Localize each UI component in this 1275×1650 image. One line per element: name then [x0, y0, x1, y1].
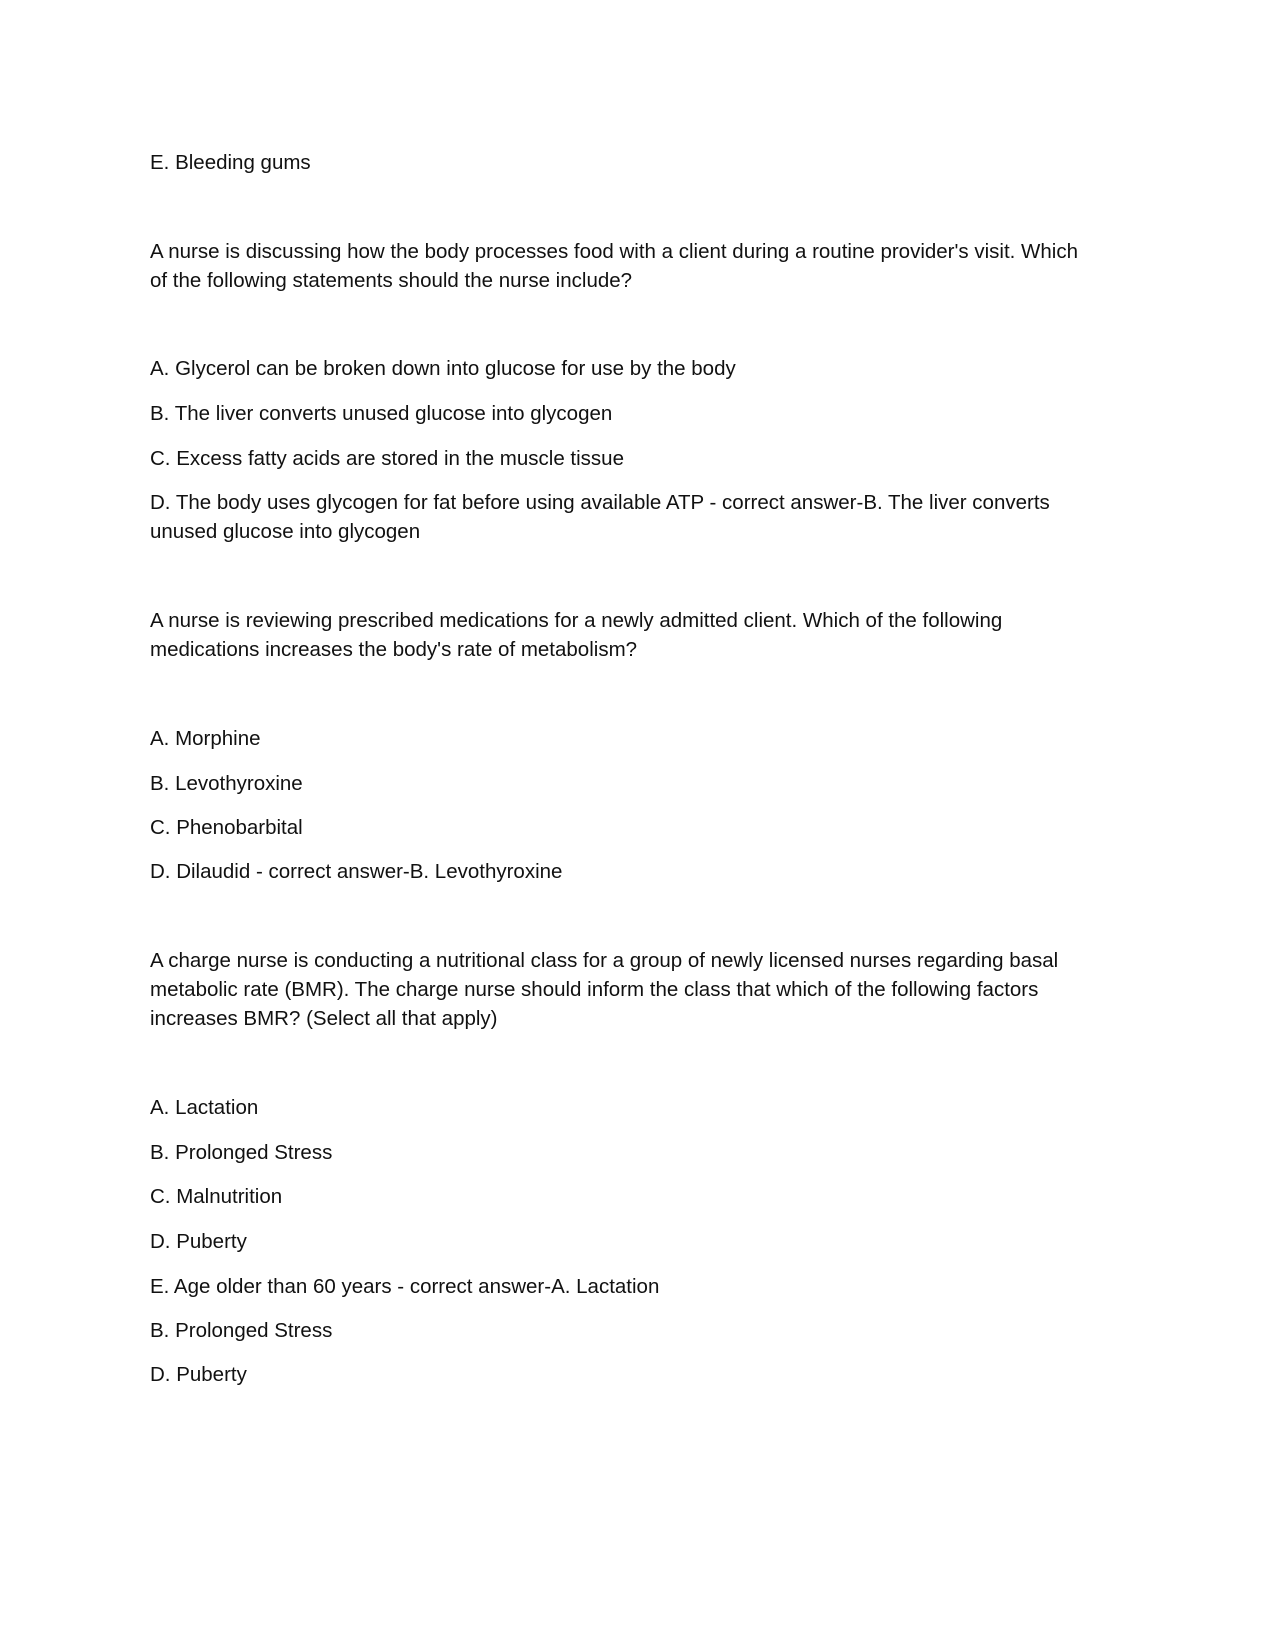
answer-option-line: C. Malnutrition [150, 1185, 283, 1208]
question-line: metabolic rate (BMR). The charge nurse should inform the class that which of the following factors [150, 978, 1039, 1001]
answer-option-line: C. Phenobarbital [150, 816, 303, 839]
answer-option-line: C. Excess fatty acids are stored in the muscle tissue [150, 447, 624, 470]
question-line: increases BMR? (Select all that apply) [150, 1007, 498, 1030]
answer-option-line: B. The liver converts unused glucose into glycogen [150, 402, 613, 425]
answer-option-line: D. Puberty [150, 1230, 247, 1253]
answer-option-line: A. Lactation [150, 1096, 259, 1119]
answer-option-line: unused glucose into glycogen [150, 520, 421, 543]
question-line: medications increases the body's rate of metabolism? [150, 638, 638, 661]
answer-option-line: D. The body uses glycogen for fat before using available ATP - correct answer-B. The liver converts [150, 491, 1050, 514]
answer-option-line: B. Prolonged Stress [150, 1141, 333, 1164]
answer-option-line: D. Dilaudid - correct answer-B. Levothyroxine [150, 860, 563, 883]
answer-option-line: E. Bleeding gums [150, 151, 311, 174]
question-line: A charge nurse is conducting a nutritional class for a group of newly licensed nurses regarding basal [150, 949, 1059, 972]
answer-option-line: B. Prolonged Stress [150, 1319, 333, 1342]
answer-option-line: E. Age older than 60 years - correct answer-A. Lactation [150, 1275, 660, 1298]
answer-option-line: B. Levothyroxine [150, 772, 303, 795]
question-line: A nurse is discussing how the body processes food with a client during a routine provider's visit. Which [150, 240, 1079, 263]
question-line: A nurse is reviewing prescribed medications for a newly admitted client. Which of the following [150, 609, 1003, 632]
answer-option-line: A. Glycerol can be broken down into glucose for use by the body [150, 357, 736, 380]
answer-option-line: D. Puberty [150, 1363, 247, 1386]
answer-option-line: A. Morphine [150, 727, 261, 750]
question-line: of the following statements should the nurse include? [150, 269, 633, 292]
